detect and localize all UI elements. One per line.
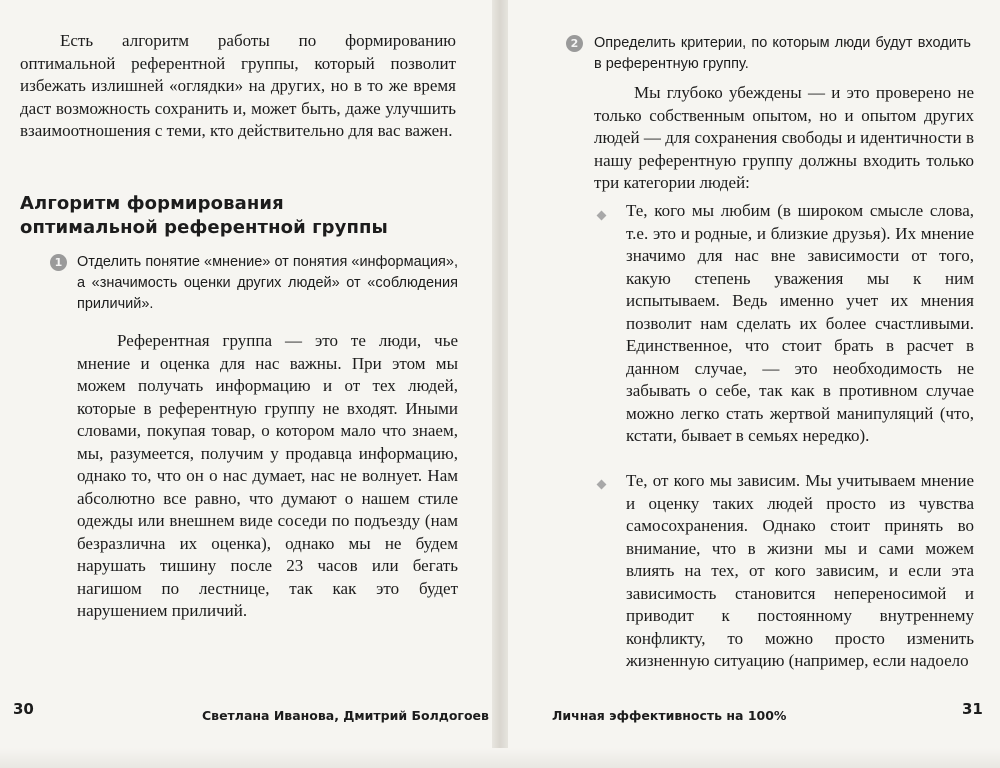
referent-group-paragraph: Референтная группа — это те люди, чье мнение и оценка для нас важны. При этом мы можем получать информацию и от тех людей, которые в референтную группу не входят. Иными словами, покупая товар, о котором мало что знаем, мы, разумеется, получим у продавца информацию, однако то, что он о нас думает, нас не волнует. Нам абсолютно все равно, что думают о нашем стиле одежды или внешнем виде соседи по подъезду (нам безразлична их оценка), однако мы не будем нарушать тишину после 23 часов или бегать нагишом по лестнице, так как это будет нарушением приличий. bbox=[77, 331, 458, 620]
footer-authors: Светлана Иванова, Дмитрий Болдогоев bbox=[202, 708, 489, 723]
intro-paragraph: Есть алгоритм работы по формированию оптимальной референтной группы, который позволит избежать излишней «оглядки» на других, но в то же время даст возможность сохранить и, может быть, даже улучшить взаимоотношения с теми, кто действительно для вас важен. bbox=[20, 31, 456, 140]
left-page-number: 30 bbox=[13, 700, 34, 718]
criteria-paragraph: Мы глубоко убеждены — и это проверено не только собственным опытом, но и опытом других людей — для сохранения свободы и идентичности в нашу референтную группу должны входить только три категории людей: bbox=[594, 83, 974, 192]
section-heading: Алгоритм формирования оптимальной референтной группы bbox=[20, 193, 388, 238]
step-1-number-icon: 1 bbox=[50, 254, 67, 271]
right-page-number: 31 bbox=[962, 700, 983, 718]
footer-book-title: Личная эффективность на 100% bbox=[552, 708, 787, 723]
page-bottom-edge bbox=[0, 748, 1000, 768]
book-gutter bbox=[492, 0, 508, 768]
step-1-text: Отделить понятие «мнение» от понятия «информация», а «значимость оценки других людей» от «соблюдения приличий». bbox=[77, 254, 458, 312]
step-2-number-icon: 2 bbox=[566, 35, 583, 52]
bullet-item-dependencies: Те, от кого мы зависим. Мы учитываем мнение и оценку таких людей просто из чувства самосохранения. Однако стоит принять во внимание, что в жизни мы и сами можем влиять на тех, от кого зависим, и если эта зависимость становится непереносимой и приводит к постоянному внутреннему конфликту, то можно просто изменить жизненную ситуацию (например, если надоело bbox=[626, 471, 974, 670]
step-2-text: Определить критерии, по которым люди будут входить в референтную группу. bbox=[594, 35, 971, 72]
bullet-item-loved-ones: Те, кого мы любим (в широком смысле слова, т.е. это и родные, и близкие друзья). Их мнение значимо для нас вне зависимости от того, какую степень уважения мы к ним испытываем. Ведь именно учет их мнения позволит нам сделать их более счастливыми. Единственное, что стоит брать в расчет в данном случае, — это необходимость не забывать о себе, так как в противном случае можно легко стать жертвой манипуляций (что, кстати, бывает в семьях нередко). bbox=[626, 201, 974, 445]
